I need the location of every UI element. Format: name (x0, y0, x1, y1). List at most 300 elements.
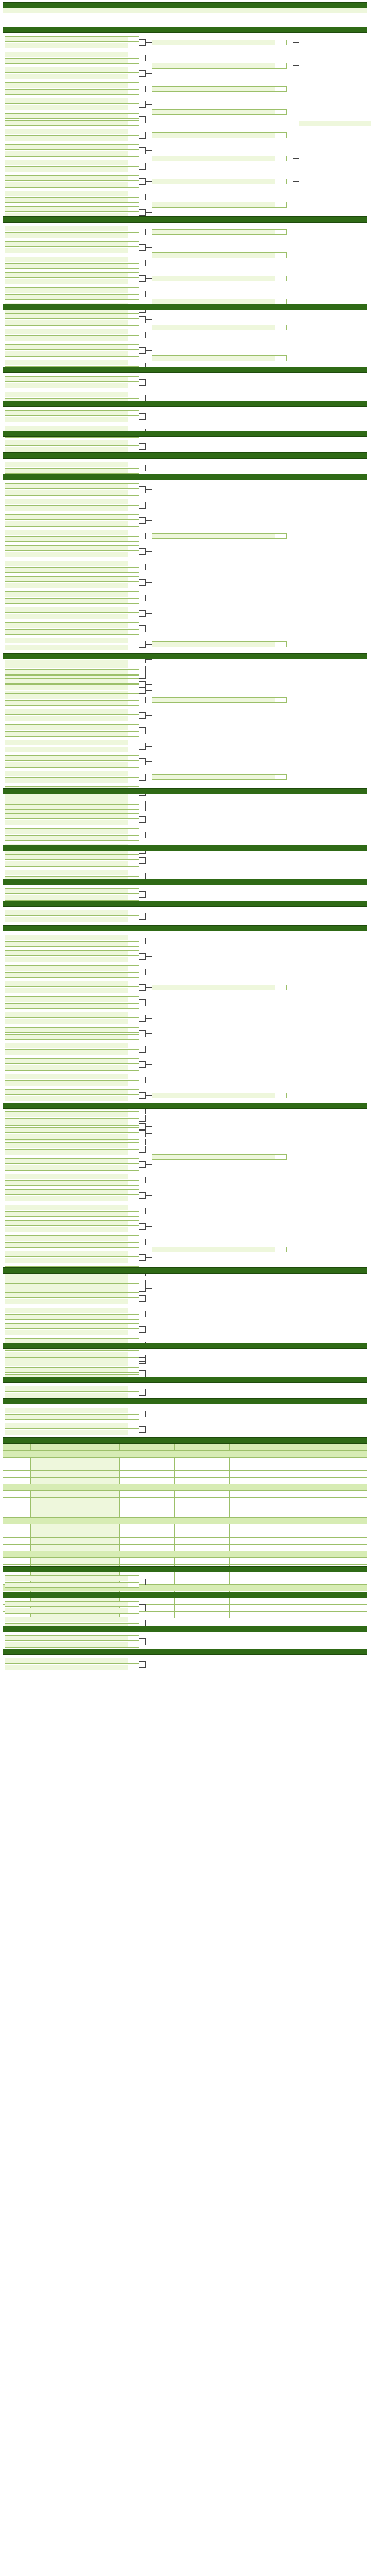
team-score (128, 888, 139, 894)
bracket-title (3, 474, 367, 480)
team-score (128, 1617, 139, 1622)
standings-cell (119, 1458, 147, 1464)
team-entry (5, 709, 139, 715)
team-score (128, 135, 139, 141)
team-name (5, 935, 128, 940)
bracket-connector (139, 1077, 146, 1083)
team-score (128, 861, 139, 867)
standings-cell (340, 1531, 367, 1538)
team-entry (5, 1089, 139, 1095)
team-name (299, 121, 371, 126)
standings-header-cell (30, 1444, 119, 1451)
standings-cell (285, 1538, 312, 1545)
team-name (5, 197, 128, 203)
bracket-body (3, 1404, 367, 1439)
bracket-section-s3 (3, 304, 367, 376)
standings-group-row (3, 1551, 367, 1558)
team-score (275, 40, 287, 45)
team-name (5, 1330, 128, 1335)
team-name (5, 598, 128, 604)
bracket-connector (139, 465, 146, 471)
bracket-section-s19 (3, 1398, 367, 1439)
team-score (128, 724, 139, 730)
team-score (275, 697, 287, 703)
standings-header-cell (312, 1444, 340, 1451)
team-score (128, 151, 139, 157)
team-entry (5, 981, 139, 987)
standings-cell (285, 1464, 312, 1471)
team-name (5, 226, 128, 231)
team-name (5, 724, 128, 730)
standings-team-name (30, 1531, 119, 1538)
bracket-connector (139, 1411, 146, 1417)
team-score (128, 1277, 139, 1282)
standings-cell (229, 1478, 257, 1484)
team-score (128, 1642, 139, 1648)
team-name (5, 1043, 128, 1048)
team-score (128, 755, 139, 761)
team-name (5, 74, 128, 79)
bracket-connector (139, 1254, 146, 1261)
standings-cell (147, 1558, 175, 1565)
standings-cell (3, 1504, 31, 1511)
team-score (275, 179, 287, 184)
team-score (275, 156, 287, 161)
bracket-connector (139, 1030, 146, 1037)
team-entry (5, 1220, 139, 1226)
standings-row (3, 1471, 367, 1478)
bracket-connector (139, 1579, 146, 1585)
team-name (152, 1093, 275, 1098)
standings-cell (119, 1524, 147, 1531)
standings-cell (147, 1545, 175, 1551)
standings-cell (229, 1464, 257, 1471)
team-name (5, 440, 128, 446)
team-name (5, 1617, 128, 1622)
team-score (128, 462, 139, 467)
team-entry (5, 440, 139, 446)
team-entry (5, 1065, 139, 1071)
standings-cell (3, 1458, 31, 1464)
team-score (128, 1608, 139, 1614)
team-name (5, 1352, 128, 1358)
team-name (5, 1277, 128, 1282)
team-entry (5, 135, 139, 141)
team-score (128, 910, 139, 916)
team-score (128, 383, 139, 388)
team-score (128, 567, 139, 573)
team-score (128, 1386, 139, 1392)
team-score (128, 1658, 139, 1664)
bracket-connector (139, 1015, 146, 1022)
team-name (5, 1096, 128, 1101)
team-entry (5, 360, 139, 365)
team-name (5, 888, 128, 894)
bracket-connector (139, 1604, 146, 1611)
team-name (5, 1118, 128, 1124)
team-score (128, 1414, 139, 1420)
standings-cell (312, 1478, 340, 1484)
standings-cell (147, 1464, 175, 1471)
bracket-connector (146, 582, 152, 583)
document-title (3, 2, 367, 8)
team-entry (5, 638, 139, 643)
bracket-title (3, 216, 367, 223)
bracket-connector (139, 244, 146, 251)
bracket-connector (139, 595, 146, 601)
standings-header-cell (3, 1444, 31, 1451)
team-entry (5, 1314, 139, 1320)
standings-cell (3, 1558, 31, 1565)
team-name (5, 972, 128, 978)
standings-cell (147, 1491, 175, 1498)
team-score (128, 1089, 139, 1095)
team-entry (5, 344, 139, 350)
team-entry (5, 294, 139, 300)
team-entry (5, 1408, 139, 1413)
team-score (128, 313, 139, 319)
bracket-connector (139, 666, 146, 672)
standings-cell (257, 1491, 285, 1498)
team-score (128, 144, 139, 150)
team-name (152, 1247, 275, 1252)
team-entry (5, 1165, 139, 1171)
standings-cell (147, 1498, 175, 1504)
team-entry (5, 552, 139, 557)
team-score (275, 109, 287, 115)
team-name (5, 762, 128, 768)
team-entry (152, 1093, 287, 1098)
bracket-title (3, 925, 367, 931)
bracket-connector (293, 158, 299, 159)
team-name (5, 1211, 128, 1217)
bracket-connector (139, 1046, 146, 1053)
standings-cell (340, 1558, 367, 1565)
team-entry (5, 468, 139, 474)
team-score (128, 197, 139, 203)
team-entry (5, 1323, 139, 1329)
team-score (128, 175, 139, 181)
team-name (5, 257, 128, 262)
team-score (128, 638, 139, 643)
team-score (128, 1308, 139, 1313)
bracket-connector (139, 101, 146, 108)
team-score (128, 392, 139, 397)
team-entry (5, 105, 139, 110)
team-score (128, 360, 139, 365)
standings-cell (312, 1464, 340, 1471)
team-score (128, 777, 139, 783)
bracket-connector (139, 291, 146, 297)
standings-cell (147, 1471, 175, 1478)
team-entry (5, 351, 139, 357)
team-entry (5, 232, 139, 238)
standings-team-name (30, 1458, 119, 1464)
team-name (5, 1601, 128, 1607)
team-entry (5, 1134, 139, 1140)
team-score (128, 1635, 139, 1641)
team-entry (5, 1330, 139, 1335)
bracket-connector (146, 73, 152, 74)
bracket-connector (146, 181, 152, 182)
bracket-connector (139, 727, 146, 734)
standings-cell (229, 1531, 257, 1538)
standings-cell (285, 1545, 312, 1551)
team-score (128, 74, 139, 79)
bracket-connector (139, 1208, 146, 1214)
team-name (5, 151, 128, 157)
standings-cell (229, 1491, 257, 1498)
team-entry (5, 622, 139, 628)
team-name (5, 1658, 128, 1664)
team-entry (5, 58, 139, 64)
team-score (275, 1154, 287, 1160)
team-score (128, 1430, 139, 1435)
team-entry (5, 567, 139, 573)
standings-cell (174, 1531, 202, 1538)
standings-cell (119, 1504, 147, 1511)
team-entry (152, 63, 287, 69)
team-name (5, 870, 128, 875)
team-score (128, 1065, 139, 1071)
standings-cell (3, 1471, 31, 1478)
standings-cell (202, 1471, 230, 1478)
team-score (128, 505, 139, 511)
bracket-connector (139, 86, 146, 92)
bracket-title (3, 845, 367, 851)
team-score (128, 52, 139, 57)
bracket-connector (139, 625, 146, 632)
team-entry (152, 697, 287, 703)
bracket-title (3, 1377, 367, 1383)
team-score (128, 329, 139, 334)
team-entry (5, 645, 139, 650)
standings-cell (3, 1491, 31, 1498)
team-score (128, 67, 139, 73)
team-entry (5, 888, 139, 894)
team-entry (5, 1149, 139, 1155)
team-entry (5, 972, 139, 978)
team-name (5, 755, 128, 761)
standings-cell (174, 1545, 202, 1551)
standings-cell (147, 1504, 175, 1511)
team-score (128, 490, 139, 496)
standings-cell (174, 1458, 202, 1464)
team-score (128, 663, 139, 668)
team-name (5, 1323, 128, 1329)
bracket-connector (139, 1370, 146, 1377)
team-name (5, 629, 128, 635)
standings-cell (229, 1471, 257, 1478)
team-entry (5, 1242, 139, 1248)
standings-team-name (30, 1471, 119, 1478)
team-score (128, 1134, 139, 1140)
standings-team-name (30, 1464, 119, 1471)
bracket-connector (139, 443, 146, 450)
team-entry (5, 505, 139, 511)
bracket-title (3, 901, 367, 907)
standings-row (3, 1464, 367, 1471)
team-name (5, 1027, 128, 1033)
team-score (128, 1034, 139, 1040)
team-entry (5, 724, 139, 730)
team-score (128, 263, 139, 269)
team-entry (152, 1247, 287, 1252)
team-entry (152, 985, 287, 990)
team-score (128, 447, 139, 452)
team-score (128, 272, 139, 278)
team-score (275, 985, 287, 990)
team-entry (5, 151, 139, 157)
team-name (5, 410, 128, 416)
team-score (128, 191, 139, 196)
bracket-connector (139, 533, 146, 539)
team-name (5, 798, 128, 803)
team-score (275, 276, 287, 281)
team-score (128, 988, 139, 993)
bracket-connector (139, 1661, 146, 1668)
standings-cell (3, 1511, 31, 1518)
team-entry (5, 1227, 139, 1232)
bracket-connector (146, 350, 152, 351)
team-score (128, 182, 139, 188)
team-score (128, 1582, 139, 1588)
team-score (128, 731, 139, 737)
team-score (128, 1096, 139, 1101)
team-name (5, 552, 128, 557)
team-score (128, 499, 139, 504)
team-score (128, 1027, 139, 1033)
standings-cell (340, 1504, 367, 1511)
standings-team-name (30, 1504, 119, 1511)
team-entry (152, 641, 287, 647)
bracket-section-t3 (3, 1626, 367, 1652)
team-score (128, 58, 139, 64)
team-name (5, 895, 128, 901)
bracket-title (3, 1267, 367, 1274)
team-entry (5, 329, 139, 334)
standings-cell (285, 1558, 312, 1565)
standings-row (3, 1538, 367, 1545)
team-name (5, 1158, 128, 1164)
bracket-connector (139, 774, 146, 781)
team-entry (5, 206, 139, 212)
team-score (128, 957, 139, 962)
team-entry (5, 1080, 139, 1086)
team-score (128, 545, 139, 551)
bracket-connector (139, 132, 146, 139)
team-score (128, 1352, 139, 1358)
team-name (5, 1143, 128, 1148)
team-score (128, 417, 139, 422)
bracket-section-t1 (3, 1566, 367, 1592)
standings-cell (3, 1524, 31, 1531)
team-score (275, 86, 287, 92)
team-name (5, 1582, 128, 1588)
team-name (152, 299, 275, 304)
team-name (5, 490, 128, 496)
team-score (128, 287, 139, 293)
team-score (128, 468, 139, 474)
team-name (5, 120, 128, 126)
team-score (128, 1227, 139, 1232)
team-score (128, 965, 139, 971)
team-name (5, 910, 128, 916)
bracket-connector (139, 857, 146, 864)
team-entry (5, 1003, 139, 1009)
standings-cell (340, 1498, 367, 1504)
team-name (5, 313, 128, 319)
bracket-connector (139, 712, 146, 719)
team-entry (5, 1299, 139, 1304)
standings-team-name (30, 1498, 119, 1504)
bracket-connector (139, 1638, 146, 1645)
standings-cell (340, 1524, 367, 1531)
team-entry (5, 669, 139, 675)
bracket-connector (139, 1620, 146, 1626)
team-name (5, 965, 128, 971)
team-score (128, 1575, 139, 1581)
team-score (128, 917, 139, 922)
team-score (275, 202, 287, 208)
team-name (5, 263, 128, 269)
team-entry (5, 1143, 139, 1148)
standings-row (3, 1478, 367, 1484)
team-name (5, 483, 128, 489)
bracket-connector (139, 486, 146, 493)
bracket-connector (139, 681, 146, 688)
team-entry (5, 1430, 139, 1435)
team-score (128, 1359, 139, 1364)
team-entry (5, 521, 139, 527)
team-name (5, 52, 128, 57)
team-entry (5, 175, 139, 181)
standings-cell (174, 1558, 202, 1565)
bracket-connector (139, 697, 146, 703)
standings-cell (285, 1498, 312, 1504)
team-name (5, 129, 128, 134)
standings-cell (229, 1545, 257, 1551)
team-entry (5, 1074, 139, 1079)
team-score (128, 950, 139, 956)
team-name (5, 669, 128, 675)
team-entry (152, 179, 287, 184)
bracket-connector (139, 548, 146, 555)
bracket-connector (139, 116, 146, 123)
team-name (5, 1430, 128, 1435)
team-entry (5, 52, 139, 57)
team-score (128, 941, 139, 947)
standings-cell (257, 1524, 285, 1531)
standings-header-cell (202, 1444, 230, 1451)
team-entry (5, 490, 139, 496)
team-score (128, 561, 139, 566)
bracket-connector (139, 194, 146, 200)
team-entry (5, 160, 139, 165)
team-score (128, 1242, 139, 1248)
team-entry (152, 252, 287, 258)
team-name (152, 252, 275, 258)
standings-cell (147, 1538, 175, 1545)
team-entry (5, 693, 139, 699)
team-name (5, 1359, 128, 1364)
team-name (5, 988, 128, 993)
standings-cell (285, 1504, 312, 1511)
bracket-body (3, 1655, 367, 1674)
team-entry (5, 335, 139, 341)
bracket-title (3, 653, 367, 659)
standings-header-cell (119, 1444, 147, 1451)
